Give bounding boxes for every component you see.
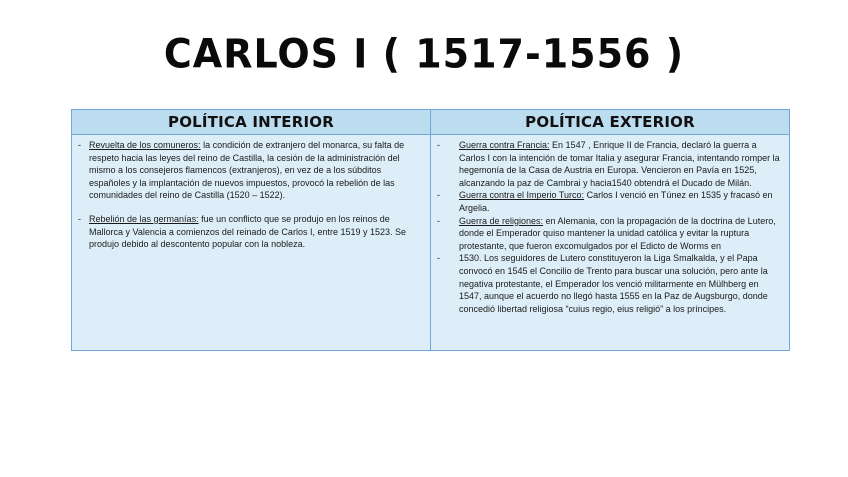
page-title: CARLOS I ( 1517-1556 ) xyxy=(163,30,685,78)
exterior-policy-cell xyxy=(431,135,789,350)
item-description: En 1547 , Enrique II de Francia, declaró la guerra a Carlos I con la intención de tomar Italia y asegurar Francia, intentando romper la hegemonía de la Casa de Austria en Europa. Vencieron en Pavía en 1525, alcanzando la paz de Cambrai y hacia1540 obtendrá el Ducado de Milán. xyxy=(459,140,780,188)
list-item xyxy=(78,213,424,251)
bullet-dash: - xyxy=(437,215,440,226)
bullet-dash: - xyxy=(78,213,81,224)
exterior-policy-header: POLÍTICA EXTERIOR xyxy=(431,110,789,135)
item-description: Carlos I venció en Túnez en 1535 y fracasó en Argelia. xyxy=(459,190,773,213)
item-description: en Alemania, con la propagación de la doctrina de Lutero, donde el Emperador quiso mantener la unidad católica y evitar la ruptura protestante, que fueron excomulgados por el Edicto de Worms en xyxy=(459,215,776,251)
item-label: Rebelión de las germanías: xyxy=(89,213,199,224)
item-label: Revuelta de los comuneros: xyxy=(89,140,201,150)
item-description: fue un conflicto que se produjo en los reinos de Mallorca y Valencia a comienzos del reinado de Carlos I, entre 1519 y 1523. Se produjo debido al descontento popular con la nobleza. xyxy=(89,213,407,250)
item-label: Guerra contra Francia: xyxy=(459,140,550,150)
item-description: 1530. Los seguidores de Lutero constituyeron la Liga Smalkalda, y el Papa convocó en 1545 el Concilio de Trento para buscar una solución, pero ante la negativa protestante, el Emperador los venció militarmente en Mülhberg en 1547, aunque el acuerdo no llegó hasta 1555 en la Paz de Augsburgo, donde concedió libertad religiosa “cuius regio, eius religió” a los príncipes. xyxy=(459,253,768,314)
item-label: Guerra contra el Imperio Turco: xyxy=(459,190,585,201)
bullet-dash: - xyxy=(437,253,440,264)
bullet-dash: - xyxy=(437,190,440,201)
list-item xyxy=(437,252,783,315)
interior-policy-header: POLÍTICA INTERIOR xyxy=(72,110,431,135)
list-item xyxy=(437,215,783,253)
item-description: la condición de extranjero del monarca, su falta de respeto hacia las leyes del reino de Castilla, la cesión de la administración del mismo a los consejeros flamencos (extranjeros), en vez de a los súbditos españoles y la implantación de nuevos impuestos, provocó la rebelión de las comunidades del reino de Castilla (1520 – 1522). xyxy=(89,140,405,201)
list-item xyxy=(78,139,424,202)
item-label: Guerra de religiones: xyxy=(459,215,544,226)
bullet-dash: - xyxy=(78,140,81,150)
interior-policy-cell xyxy=(72,135,431,350)
politics-table xyxy=(71,109,790,351)
bullet-dash: - xyxy=(437,140,440,150)
list-item xyxy=(437,139,783,189)
list-item xyxy=(437,189,783,214)
